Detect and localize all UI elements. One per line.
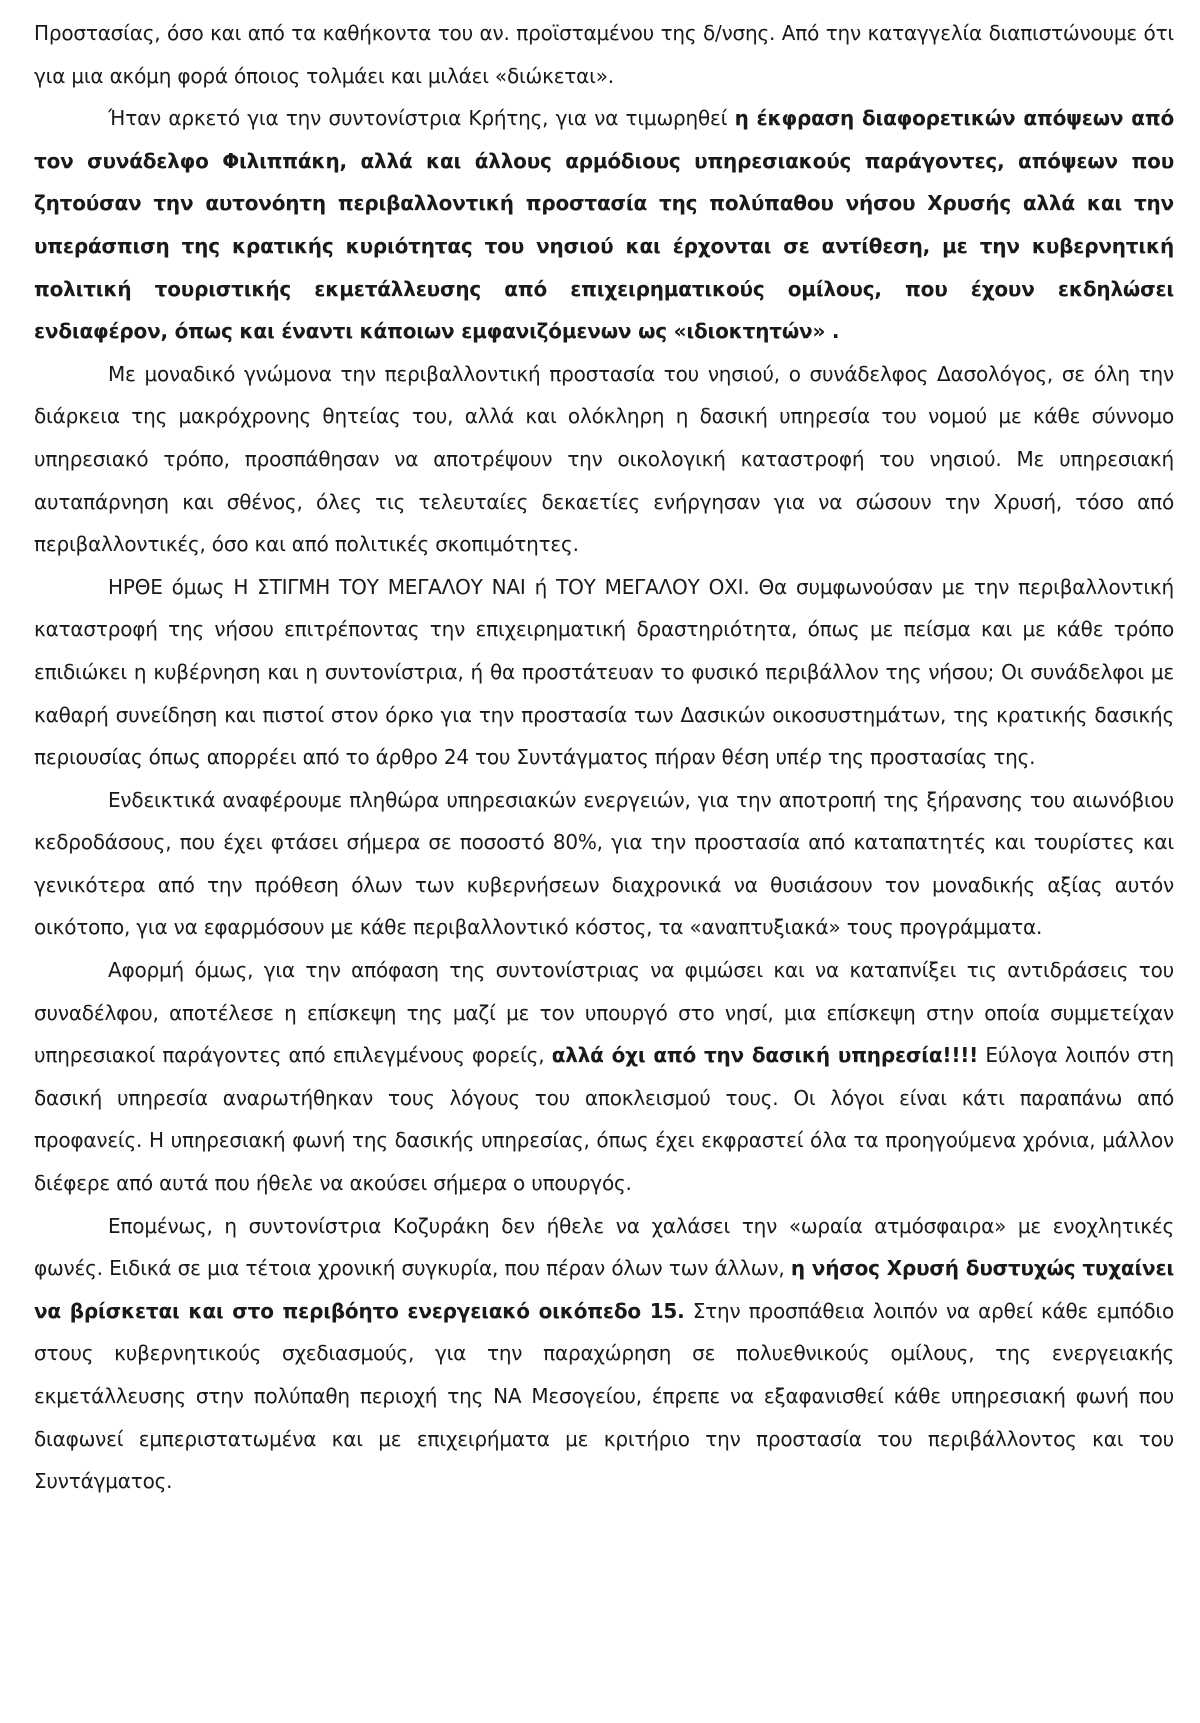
paragraph-6-bold-text: αλλά όχι από την δασική υπηρεσία!!!! (551, 1043, 979, 1068)
paragraph-6-text: Αφορμή όμως, για την απόφαση της συντονίστριας να φιμώσει και να καταπνίξει τις αντιδράσεις του συναδέλφου, αποτέλεσε η επίσκεψη της μαζί με τον υπουργό στο νησί, μια επίσκεψη στην οποία συμμετείχαν υπηρεσιακοί παράγοντες από επιλεγμένους φορείς, (34, 958, 1174, 1068)
paragraph-4 (34, 566, 1174, 779)
paragraph-7 (34, 1205, 1174, 1503)
paragraph-4-text: ΗΡΘΕ όμως Η ΣΤΙΓΜΗ ΤΟΥ ΜΕΓΑΛΟΥ ΝΑΙ ή ΤΟΥ ΜΕΓΑΛΟΥ ΟΧΙ. Θα συμφωνούσαν με την περιβαλλοντική καταστροφή της νήσου επιτρέποντας την επιχειρηματική δραστηριότητα, όπως με πείσμα και με κάθε τρόπο επιδιώκει η κυβέρνηση και η συντονίστρια, ή θα προστάτευαν το φυσικό περιβάλλον της νήσου; Οι συνάδελφοι με καθαρή συνείδηση και πιστοί στον όρκο για την προστασία των Δασικών οικοσυστημάτων, της κρατικής δασικής περιουσίας όπως απορρέει από το άρθρο 24 του Συντάγματος πήραν θέση υπέρ της προστασίας της. (34, 574, 1174, 770)
paragraph-2 (34, 97, 1174, 353)
paragraph-5 (34, 779, 1174, 949)
paragraph-6-text-end: Εύλογα λοιπόν στη δασική υπηρεσία αναρωτήθηκαν τους λόγους του αποκλεισμού τους. Οι λόγοι είναι κάτι παραπάνω από προφανείς. Η υπηρεσιακή φωνή της δασικής υπηρεσίας, όπως έχει εκφραστεί όλα τα προηγούμενα χρόνια, μάλλον διέφερε από αυτά που ήθελε να ακούσει σήμερα ο υπουργός. (34, 1043, 1174, 1196)
paragraph-7-bold-text: η νήσος Χρυσή δυστυχώς τυχαίνει να βρίσκεται και στο περιβόητο ενεργειακό οικόπεδο 15. (34, 1256, 1174, 1323)
paragraph-6 (34, 949, 1174, 1205)
paragraph-7-text: Επομένως, η συντονίστρια Κοζυράκη δεν ήθελε να χαλάσει την «ωραία ατμόσφαιρα» με ενοχλητικές φωνές. Ειδικά σε μια τέτοια χρονική συγκυρία, που πέραν όλων των άλλων, (34, 1213, 1174, 1281)
paragraph-1-text: Προστασίας, όσο και από τα καθήκοντα του αν. προϊσταμένου της δ/νσης. Από την καταγγελία διαπιστώνουμε ότι για μια ακόμη φορά όποιος τολμάει και μιλάει «διώκεται». (34, 21, 1174, 88)
paragraph-2-text: Ήταν αρκετό για την συντονίστρια Κρήτης, για να τιμωρηθεί (108, 106, 735, 131)
paragraph-1 (34, 12, 1174, 97)
paragraph-2-bold-text: η έκφραση διαφορετικών απόψεων από τον συνάδελφο Φιλιππάκη, αλλά και άλλους αρμόδιους υπηρεσιακούς παράγοντες, απόψεων που ζητούσαν την αυτονόητη περιβαλλοντική προστασία της πολύπαθου νήσου Χρυσής αλλά και την υπεράσπιση της κρατικής κυριότητας του νησιού και έρχονται σε αντίθεση, με την κυβερνητική πολιτική τουριστικής εκμετάλλευσης από επιχειρηματικούς ομίλους, που έχουν εκδηλώσει ενδιαφέρον, όπως και έναντι κάποιων εμφανιζόμενων ως «ιδιοκτητών» . (34, 106, 1174, 344)
paragraph-3-text: Με μοναδικό γνώμονα την περιβαλλοντική προστασία του νησιού, ο συνάδελφος Δασολόγος, σε όλη την διάρκεια της μακρόχρονης θητείας του, αλλά και ολόκληρη η δασική υπηρεσία του νομού με κάθε σύννομο υπηρεσιακό τρόπο, προσπάθησαν να αποτρέψουν την οικολογική καταστροφή του νησιού. Με υπηρεσιακή αυταπάρνηση και σθένος, όλες τις τελευταίες δεκαετίες ενήργησαν για να σώσουν την Χρυσή, τόσο από περιβαλλοντικές, όσο και από πολιτικές σκοπιμότητες. (34, 361, 1174, 557)
paragraph-7-text-end: Στην προσπάθεια λοιπόν να αρθεί κάθε εμπόδιο στους κυβερνητικούς σχεδιασμούς, για την παραχώρηση σε πολυεθνικούς ομίλους, της ενεργειακής εκμετάλλευσης στην πολύπαθη περιοχή της ΝΑ Μεσογείου, έπρεπε να εξαφανισθεί κάθε υπηρεσιακή φωνή που διαφωνεί εμπεριστατωμένα και με επιχειρήματα με κριτήριο την προστασία του περιβάλλοντος και του Συντάγματος. (34, 1298, 1175, 1494)
paragraph-3 (34, 353, 1174, 566)
paragraph-5-text: Ενδεικτικά αναφέρουμε πληθώρα υπηρεσιακών ενεργειών, για την αποτροπή της ξήρανσης του αιωνόβιου κεδροδάσους, που έχει φτάσει σήμερα σε ποσοστό 80%, για την προστασία από καταπατητές και τουρίστες και γενικότερα από την πρόθεση όλων των κυβερνήσεων διαχρονικά να θυσιάσουν τον μοναδικής αξίας αυτόν οικότοπο, για να εφαρμόσουν με κάθε περιβαλλοντικό κόστος, τα «αναπτυξιακά» τους προγράμματα. (34, 787, 1174, 940)
